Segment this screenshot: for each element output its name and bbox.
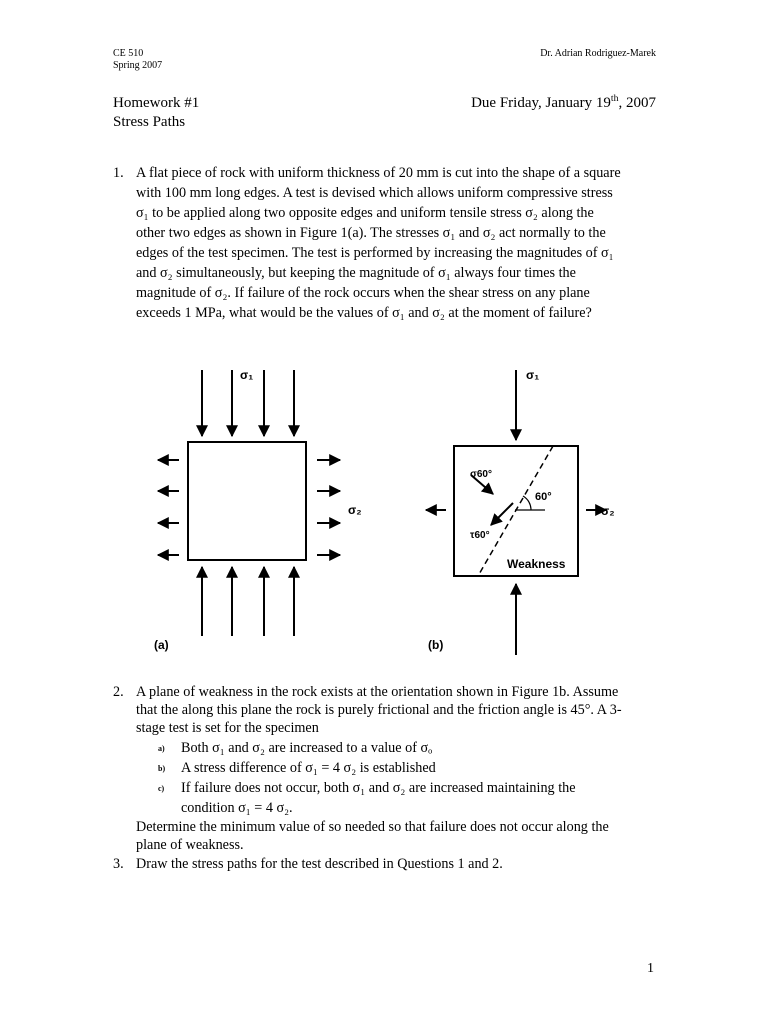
specimen-square-a bbox=[188, 442, 306, 560]
homework-title: Homework #1 bbox=[113, 95, 200, 111]
figure-panel-a bbox=[154, 368, 362, 652]
q1-line: σ₁ to be applied along two opposite edges and uniform tensile stress σ₂ along the bbox=[136, 205, 594, 221]
angle-label: 60° bbox=[535, 491, 552, 503]
panel-label-a: (a) bbox=[154, 638, 169, 652]
weakness-label: Weakness bbox=[507, 557, 566, 571]
q1-line: other two edges as shown in Figure 1(a). The stresses σ₁ and σ₂ act normally to the bbox=[136, 225, 606, 241]
term: Spring 2007 bbox=[113, 60, 163, 71]
q1-line: with 100 mm long edges. A test is devised which allows uniform compressive stress bbox=[136, 185, 613, 201]
tau60-label: τ60° bbox=[470, 530, 490, 541]
sigma2-label-b: σ₂ bbox=[601, 504, 615, 518]
q2-number: 2. bbox=[113, 684, 124, 700]
q1-text bbox=[136, 163, 621, 323]
angle-arc bbox=[523, 496, 531, 510]
q2-item-label: a) bbox=[158, 744, 165, 753]
q2-intro bbox=[136, 683, 622, 737]
q2-item-text: Both σ₁ and σ₂ are increased to a value of σₒ bbox=[181, 740, 433, 756]
q1-line: A flat piece of rock with uniform thickness of 20 mm is cut into the shape of a square bbox=[136, 165, 621, 181]
page-number: 1 bbox=[647, 961, 654, 976]
q2-line: that the along this plane the rock is purely frictional and the friction angle is 45°. A 3- bbox=[136, 702, 622, 718]
q2-line: stage test is set for the specimen bbox=[136, 720, 319, 736]
q2-item-continuation: condition σ₁ = 4 σ₂. bbox=[181, 800, 293, 816]
due-date: Due Friday, January 19th, 2007 bbox=[471, 93, 656, 111]
q1-line: exceeds 1 MPa, what would be the values of σ₁ and σ₂ at the moment of failure? bbox=[136, 305, 592, 321]
q2-line: plane of weakness. bbox=[136, 837, 244, 853]
q1-line: and σ₂ simultaneously, but keeping the magnitude of σ₁ always four times the bbox=[136, 265, 576, 281]
q2-line: A plane of weakness in the rock exists at the orientation shown in Figure 1b. Assume bbox=[136, 684, 619, 700]
q1-line: magnitude of σ₂. If failure of the rock occurs when the shear stress on any plane bbox=[136, 285, 590, 301]
q2-item-label: b) bbox=[158, 764, 166, 773]
q2-conclusion bbox=[136, 818, 609, 854]
sigma2-label-a: σ₂ bbox=[348, 503, 362, 517]
q2-line: Determine the minimum value of so needed so that failure does not occur along the bbox=[136, 819, 609, 835]
q3-number: 3. bbox=[113, 856, 124, 872]
sigma60-label: σ60° bbox=[470, 469, 492, 480]
panel-label-b: (b) bbox=[428, 638, 444, 652]
q1-line: edges of the test specimen. The test is performed by increasing the magnitudes of σ₁ bbox=[136, 245, 614, 261]
course-code: CE 510 bbox=[113, 48, 144, 59]
homework-topic: Stress Paths bbox=[113, 114, 186, 130]
q2-item-text: A stress difference of σ₁ = 4 σ₂ is established bbox=[181, 760, 436, 776]
q1-number: 1. bbox=[113, 165, 124, 181]
figure-panel-b bbox=[426, 368, 615, 655]
q3-text: Draw the stress paths for the test described in Questions 1 and 2. bbox=[136, 856, 503, 872]
q2-item-text: If failure does not occur, both σ₁ and σ₂ are increased maintaining the bbox=[181, 780, 576, 796]
figure-1 bbox=[113, 360, 657, 660]
arrow-tau60 bbox=[491, 503, 513, 525]
instructor: Dr. Adrian Rodriguez-Marek bbox=[540, 48, 656, 59]
sigma1-label-a: σ₁ bbox=[240, 368, 254, 382]
sigma1-label-b: σ₁ bbox=[526, 368, 540, 382]
q2-item-label: c) bbox=[158, 784, 165, 793]
